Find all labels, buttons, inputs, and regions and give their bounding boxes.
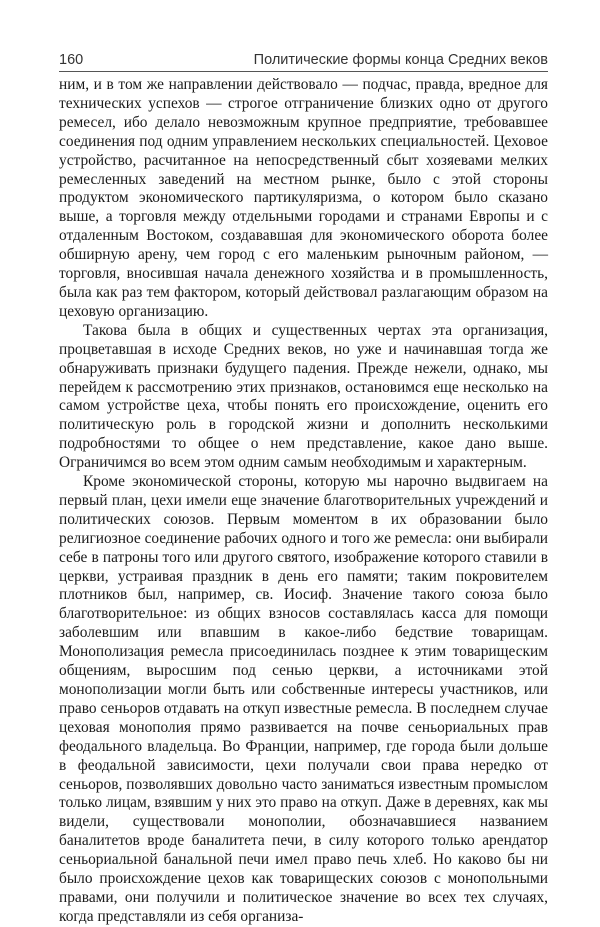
header-divider	[59, 71, 548, 72]
body-text	[59, 76, 548, 927]
page-header	[59, 46, 548, 70]
paragraph-1: ним, и в том же направлении действовало — подчас, правда, вредное для технических успехов — строгое отграничение близких одно от другого ремесел, ибо делало невозможным крупное предприятие, требовавшее соединения под одним управлением нескольких специальностей. Цеховое устройство, расчитанное на непосредственный сбыт хозяевами мелких ремесленных заведений на местном рынке, было с этой стороны продуктом экономического партикуляризма, о котором было сказано выше, а торговля между отдельными городами и странами Европы и с отдаленным Востоком, создававшая для экономического оборота более обширную арену, чем город с его маленьким рыночным районом, — торговля, вносившая начала денежного хозяйства и в промышленность, была как раз тем фактором, который действовал разлагающим образом на цеховую организацию.	[59, 76, 548, 320]
running-title: Политические формы конца Средних веков	[253, 52, 548, 68]
page-number: 160	[59, 52, 84, 68]
paragraph-2: Такова была в общих и существенных чертах эта организация, процветавшая в исходе Средних веков, но уже и начинавшая тогда же обнаруживать признаки будущего падения. Прежде нежели, однако, мы перейдем к рассмотрению этих признаков, остановимся еще несколько на самом устройстве цеха, чтобы понять его происхождение, оценить его политическую роль в городской жизни и дополнить несколькими подробностями то общее о нем представление, какое дано выше. Ограничимся во всем этом одним самым необходимым и характерным.	[59, 321, 548, 472]
paragraph-3: Кроме экономической стороны, которую мы нарочно выдвигаем на первый план, цехи имели еще значение благотворительных учреждений и политических союзов. Первым моментом в их образовании было религиозное соединение рабочих одного и того же ремесла: они выбирали себе в патроны того или другого святого, изображение которого ставили в церкви, устраивая праздник в день его памяти; таким покровителем плотников был, например, св. Иосиф. Значение такого союза было благотворительное: из общих взносов составлялась касса для помощи заболевшим или впавшим в какое-либо бедствие товарищам. Монополизация ремесла присоединилась позднее к этим товарищеским общениям, выросшим под сенью церкви, а источниками этой монополизации могли быть или собственные интересы участников, или право сеньоров отдавать на откуп известные ремесла. В последнем случае цеховая монополия прямо развивается на почве сеньориальных прав феодального владельца. Во Франции, например, где города были дольше в феодальной зависимости, цехи получали свои права нередко от сеньоров, позволявших довольно часто заниматься известным промыслом только лицам, взявшим у них это право на откуп. Даже в деревнях, как мы видели, существовали монополии, обозначавшиеся названием баналитетов вроде баналитета печи, в силу которого только арендатор сеньориальной банальной печи имел право печь хлеб. Но каково бы ни было происхождение цехов как товарищеских союзов с монопольными правами, они получили и политическое значение во всех тех случаях, когда представляли из себя организа-	[59, 473, 548, 925]
